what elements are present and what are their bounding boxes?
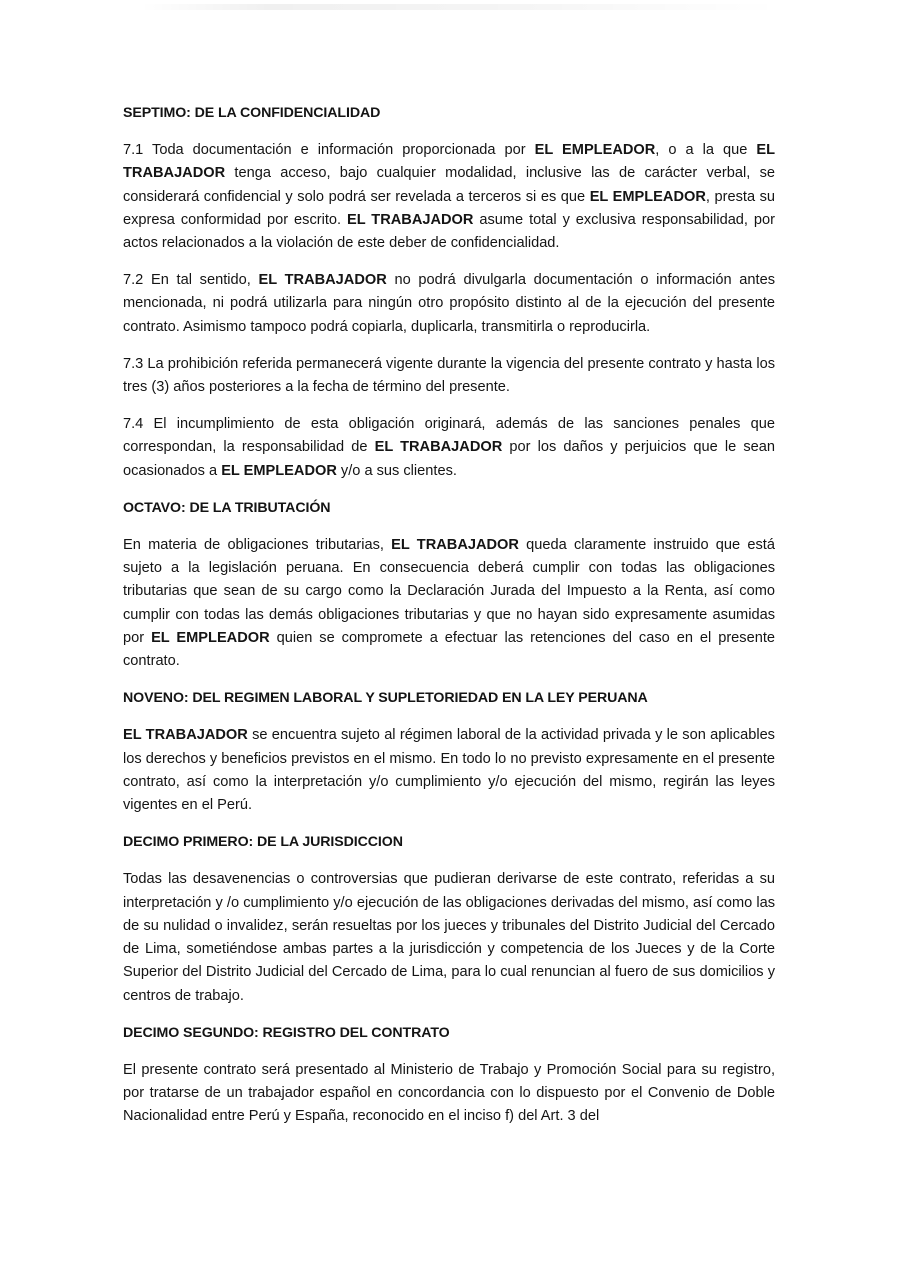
bold-term: EL TRABAJADOR — [258, 272, 387, 289]
bold-term: EL EMPLEADOR — [589, 188, 706, 205]
text-run: quien se compromete a efectuar las retenciones del caso en el presente contrato. — [123, 629, 775, 670]
bold-term: EL TRABAJADOR — [123, 142, 775, 182]
paragraph — [123, 413, 775, 483]
text-run: Todas las desavenencias o controversias que pudieran derivarse de este contrato, referidas a su interpretación y /o cumplimiento y/o ejecución de las obligaciones derivadas del mismo, así como las de su nulidad o invalidez, serán resueltas por los jueces y tribunales del Distrito Judicial del Cercado de Lima, sometiéndose ambas partes a la jurisdicción y competencia de los Jueces y de la Corte Superior del Distrito Judicial del Cercado de Lima, para lo cual renuncian al fuero de sus domicilios y centros de trabajo. — [123, 871, 775, 1004]
section-heading-decimo-primero: DECIMO PRIMERO: DE LA JURISDICCION — [123, 834, 403, 851]
bold-term: EL EMPLEADOR — [151, 629, 270, 646]
text-run: En materia de obligaciones tributarias, — [123, 537, 392, 554]
text-run: no podrá divulgarla documentación o información antes mencionada, ni podrá utilizarla para ningún otro propósito distinto al de la ejecución del presente contrato. Asimismo tampoco podrá copiarla, duplicarla, transmitirla o reproducirla. — [123, 272, 776, 335]
text-run: tenga acceso, bajo cualquier modalidad, inclusive las de carácter verbal, se considerará confidencial y solo podrá ser revelada a terceros si es que — [123, 165, 775, 205]
paragraph — [123, 353, 775, 399]
text-run: , o a la que — [655, 142, 757, 159]
document-body — [123, 102, 775, 1143]
section-heading-noveno: NOVENO: DEL REGIMEN LABORAL Y SUPLETORIEDAD EN LA LEY PERUANA — [123, 690, 648, 707]
paragraph — [123, 868, 775, 1007]
text-run: 7.4 El incumplimiento de esta obligación originará, además de las sanciones penales que correspondan, la responsabilidad de — [123, 416, 775, 456]
section-heading-decimo-segundo: DECIMO SEGUNDO: REGISTRO DEL CONTRATO — [123, 1024, 450, 1041]
text-run: por los daños y perjuicios que le sean ocasionados a — [123, 439, 775, 479]
bold-term: EL TRABAJADOR — [347, 211, 474, 228]
bold-term: EL TRABAJADOR — [123, 727, 248, 744]
paragraph — [123, 724, 775, 817]
text-run: se encuentra sujeto al régimen laboral de la actividad privada y le son aplicables los derechos y beneficios previstos en el mismo. En todo lo no previsto expresamente en el presente contrato, así como la interpretación y/o cumplimiento y/o ejecución del mismo, regirán las leyes vigentes en el Perú. — [123, 727, 775, 814]
text-run: 7.3 La prohibición referida permanecerá vigente durante la vigencia del presente contrato y hasta los tres (3) años posteriores a la fecha de término del presente. — [123, 355, 775, 396]
paragraph — [123, 1059, 775, 1129]
text-run: y/o a sus clientes. — [336, 462, 457, 479]
section-heading-octavo: OCTAVO: DE LA TRIBUTACIÓN — [123, 499, 331, 516]
section-heading-septimo: SEPTIMO: DE LA CONFIDENCIALIDAD — [123, 105, 381, 121]
bold-term: EL EMPLEADOR — [221, 462, 337, 479]
text-run: , presta su expresa conformidad por escrito. — [123, 188, 776, 228]
text-run: asume total y exclusiva responsabilidad, por actos relacionados a la violación de este deber de confidencialidad. — [123, 211, 775, 252]
text-run: 7.2 En tal sentido, — [123, 272, 259, 289]
paragraph — [123, 534, 775, 673]
text-run: El presente contrato será presentado al Ministerio de Trabajo y Promoción Social para su registro, por tratarse de un trabajador español en concordancia con lo dispuesto por el Convenio de Doble Nacionalidad entre Perú y España, reconocido en el inciso f) del Art. 3 del — [123, 1061, 775, 1125]
paragraph — [123, 139, 775, 255]
bold-term: EL TRABAJADOR — [391, 537, 519, 554]
paragraph — [123, 269, 775, 339]
text-run: queda claramente instruido que está sujeto a la legislación peruana. En consecuencia deberá cumplir con todas las obligaciones tributarias que sean de su cargo como la Declaración Jurada del Impuesto a la Renta, así como cumplir con todas las demás obligaciones tributarias y que no hayan sido expresamente asumidas por — [123, 537, 775, 646]
bold-term: EL TRABAJADOR — [374, 439, 503, 456]
bold-term: EL EMPLEADOR — [534, 142, 656, 159]
text-run: 7.1 Toda documentación e información proporcionada por — [123, 142, 535, 159]
scan-edge-shadow — [140, 4, 780, 10]
